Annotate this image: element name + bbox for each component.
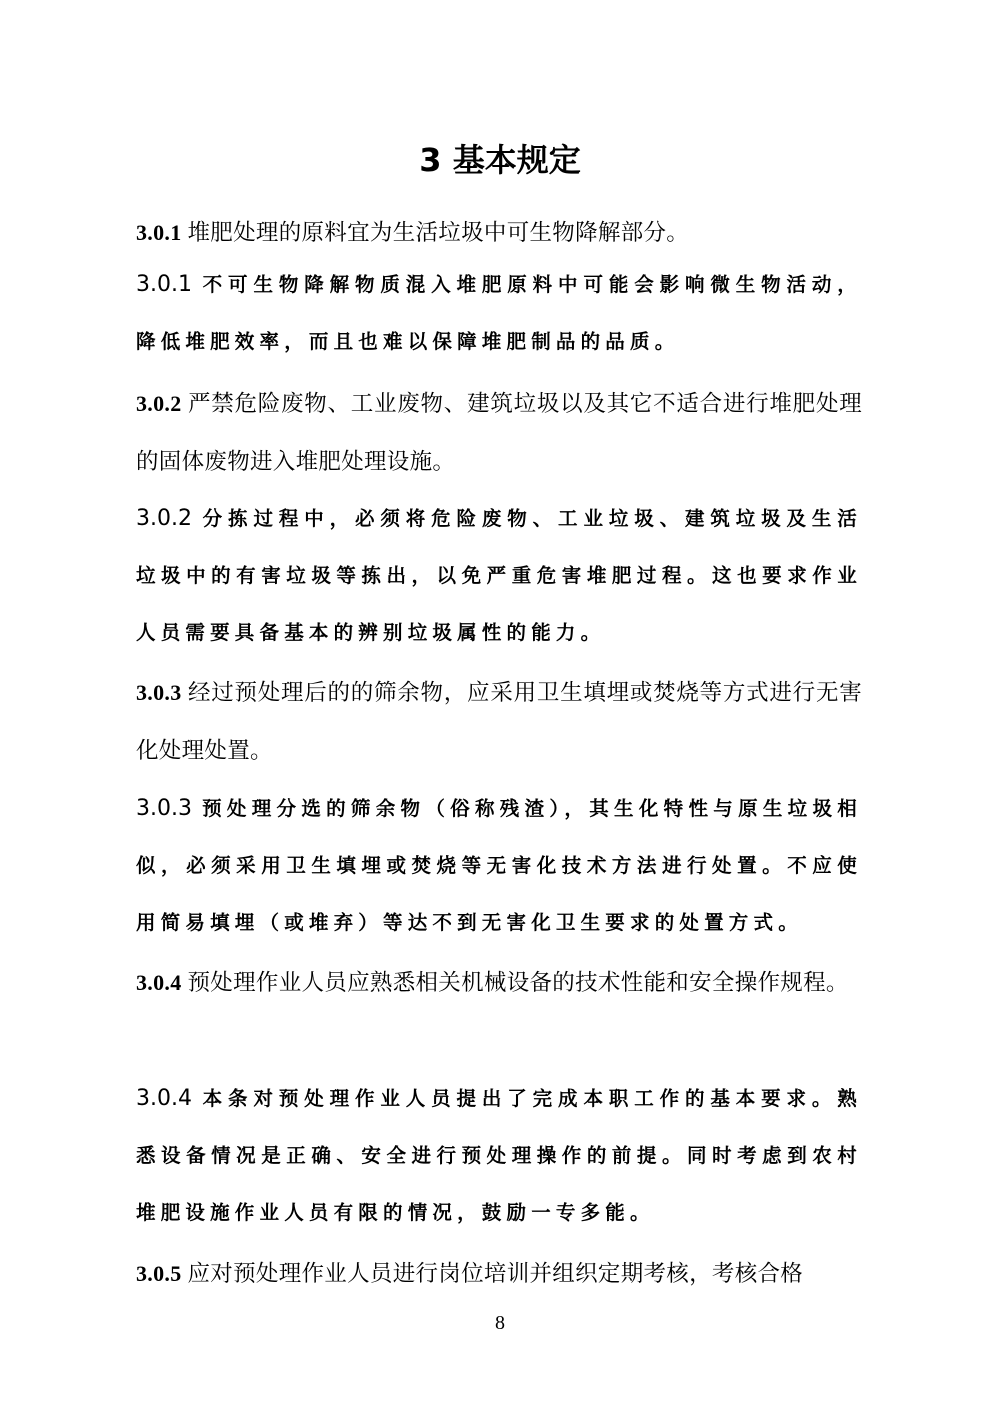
section-title: 3 基本规定 [419, 141, 581, 179]
note-3-0-1 [136, 256, 862, 370]
note-3-0-2 [136, 490, 862, 661]
page-number: 8 [495, 1312, 505, 1334]
note-number: 3.0.2 [136, 506, 192, 531]
article-number: 3.0.3 [136, 680, 182, 705]
article-3-0-4 [136, 954, 862, 1012]
article-3-0-1 [136, 204, 862, 262]
note-number: 3.0.1 [136, 272, 192, 297]
note-text: 本条对预处理作业人员提出了完成本职工作的基本要求。熟悉设备情况是正确、安全进行预处理操作的前提。同时考虑到农村堆肥设施作业人员有限的情况，鼓励一专多能。 [136, 1087, 862, 1224]
article-number: 3.0.5 [136, 1261, 182, 1286]
article-number: 3.0.4 [136, 970, 182, 995]
article-text: 严禁危险废物、工业废物、建筑垃圾以及其它不适合进行堆肥处理的固体废物进入堆肥处理设施。 [136, 391, 862, 475]
note-3-0-3 [136, 780, 862, 951]
article-text: 应对预处理作业人员进行岗位培训并组织定期考核，考核合格 [187, 1261, 804, 1287]
article-text: 堆肥处理的原料宜为生活垃圾中可生物降解部分。 [187, 220, 690, 246]
article-3-0-5 [136, 1245, 862, 1303]
article-text: 预处理作业人员应熟悉相关机械设备的技术性能和安全操作规程。 [187, 970, 849, 996]
article-3-0-3 [136, 664, 862, 780]
note-text: 不可生物降解物质混入堆肥原料中可能会影响微生物活动，降低堆肥效率，而且也难以保障堆肥制品的品质。 [136, 273, 862, 353]
note-text: 分拣过程中，必须将危险废物、工业垃圾、建筑垃圾及生活垃圾中的有害垃圾等拣出，以免严重危害堆肥过程。这也要求作业人员需要具备基本的辨别垃圾属性的能力。 [136, 507, 862, 644]
note-text: 预处理分选的筛余物（俗称残渣），其生化特性与原生垃圾相似，必须采用卫生填埋或焚烧等无害化技术方法进行处置。不应使用简易填埋（或堆弃）等达不到无害化卫生要求的处置方式。 [136, 797, 862, 934]
article-3-0-2 [136, 375, 862, 491]
article-number: 3.0.2 [136, 391, 182, 416]
article-text: 经过预处理后的的筛余物，应采用卫生填埋或焚烧等方式进行无害化处理处置。 [136, 680, 862, 764]
note-3-0-4 [136, 1070, 862, 1241]
note-number: 3.0.3 [136, 796, 192, 821]
article-number: 3.0.1 [136, 220, 182, 245]
note-number: 3.0.4 [136, 1086, 192, 1111]
